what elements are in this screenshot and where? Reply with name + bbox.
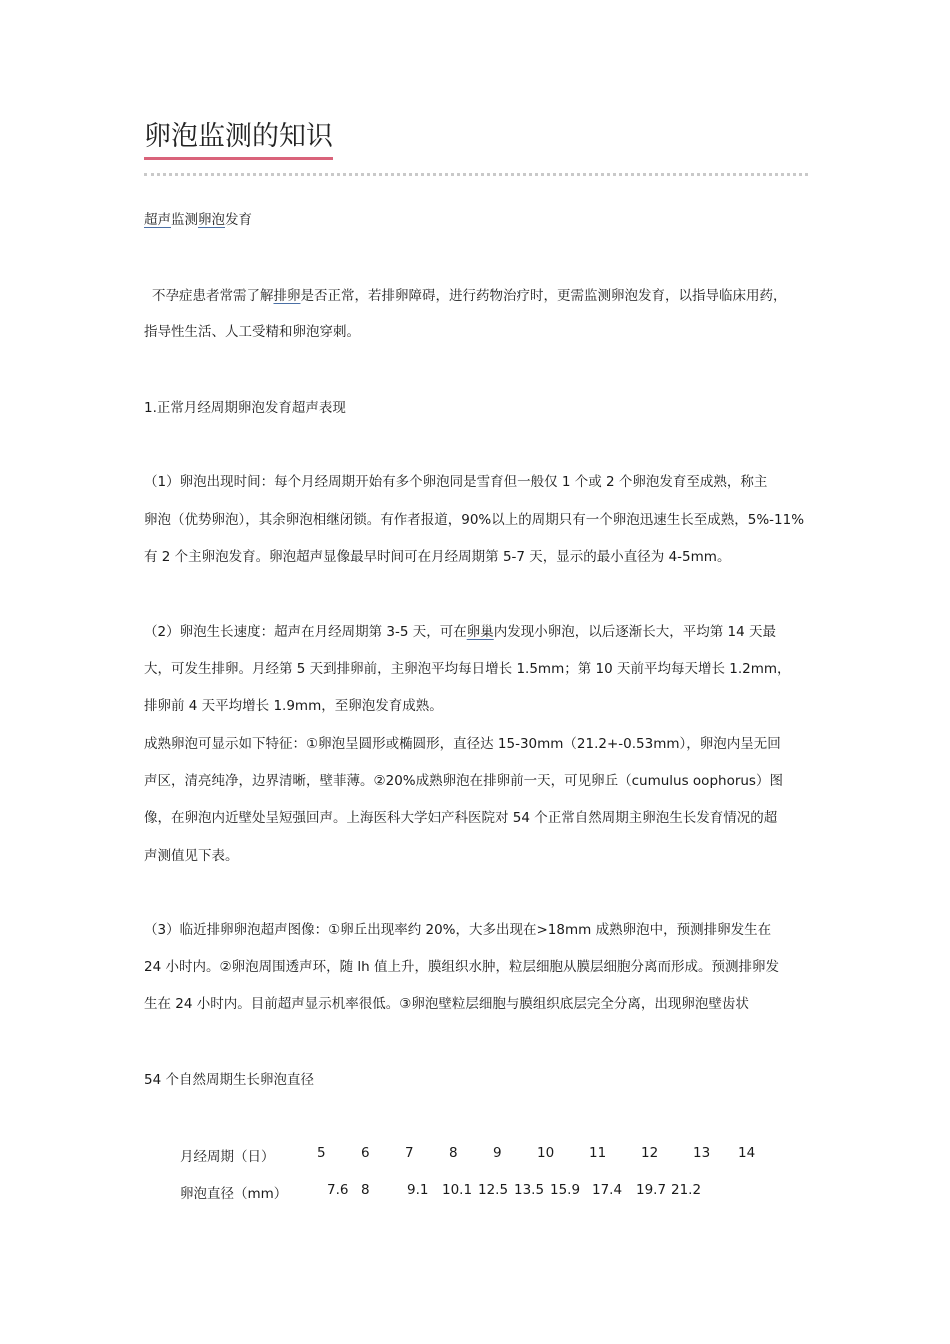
intro-text: 不孕症患者常需了解 (152, 288, 274, 304)
section-subtitle (144, 210, 814, 230)
para2-line-4: 成熟卵泡可显示如下特征：①卵泡呈圆形或椭圆形，直径达 15-30mm（21.2+-0.53mm），卵泡内呈无回 (144, 736, 781, 752)
table-cell: 8 (449, 1145, 458, 1161)
table-cell: 13.5 (514, 1182, 545, 1198)
para3-line-2: 24 小时内。②卵泡周围透声环，随 lh 值上升，膜组织水肿，粒层细胞从膜层细胞分离而形成。预测排卵发 (144, 959, 779, 975)
table-cell: 6 (361, 1145, 370, 1161)
table-caption: 54 个自然周期生长卵泡直径 (144, 1072, 314, 1088)
para3-line-3: 生在 24 小时内。目前超声显示机率很低。③卵泡壁粒层细胞与膜组织底层完全分离，出现卵泡壁齿状 (144, 996, 749, 1012)
intro-line-1 (152, 286, 822, 306)
para1-line-1: （1）卵泡出现时间：每个月经周期开始有多个卵泡同是雪育但一般仅 1 个或 2 个卵泡发育至成熟，称主 (144, 474, 768, 490)
table-cell: 10 (537, 1145, 555, 1161)
table-cell: 8 (361, 1182, 370, 1198)
table-row-follicle-diameter (180, 1182, 800, 1202)
table-cell: 12.5 (478, 1182, 509, 1198)
table-cell: 14 (738, 1145, 756, 1161)
subtitle-link-follicle[interactable]: 卵泡 (198, 212, 225, 228)
para2-line-5: 声区，清亮纯净，边界清晰，壁菲薄。②20%成熟卵泡在排卵前一天，可见卵丘（cumulus oophorus）图 (144, 773, 783, 789)
dotted-divider (144, 173, 808, 176)
table-row-label: 卵泡直径（mm） (180, 1186, 288, 1202)
section1-heading: 1.正常月经周期卵泡发育超声表现 (144, 400, 346, 416)
para2-line-2: 大，可发生排卵。月经第 5 天到排卵前，主卵泡平均每日增长 1.5mm；第 10 天前平均每天增长 1.2mm， (144, 661, 791, 677)
para2-line-3: 排卵前 4 天平均增长 1.9mm，至卵泡发育成熟。 (144, 698, 443, 714)
table-cell: 19.7 (636, 1182, 667, 1198)
table-cell: 5 (317, 1145, 326, 1161)
page-title: 卵泡监测的知识 (144, 114, 333, 160)
intro-link-ovulation[interactable]: 排卵 (273, 288, 301, 304)
intro-text: 是否正常，若排卵障碍，进行药物治疗时，更需监测卵泡发育，以指导临床用药， (300, 288, 787, 304)
table-cell: 21.2 (671, 1182, 702, 1198)
table-cell: 15.9 (550, 1182, 581, 1198)
table-cell: 9 (493, 1145, 502, 1161)
table-row-label: 月经周期（日） (180, 1149, 275, 1165)
table-cell: 17.4 (592, 1182, 623, 1198)
para2-line-6: 像，在卵泡内近壁处呈短强回声。上海医科大学妇产科医院对 54 个正常自然周期主卵泡生长发育情况的超 (144, 810, 778, 826)
para2-text: （2）卵泡生长速度：超声在月经周期第 3-5 天，可在 (144, 624, 467, 640)
para2-link-ovary[interactable]: 卵巢 (466, 624, 494, 640)
table-cell: 10.1 (442, 1182, 473, 1198)
subtitle-text-development: 发育 (225, 212, 252, 228)
table-cell: 7 (405, 1145, 414, 1161)
subtitle-link-ultrasound[interactable]: 超声 (144, 212, 171, 228)
para1-line-2: 卵泡（优势卵泡），其余卵泡相继闭锁。有作者报道，90%以上的周期只有一个卵泡迅速生长至成熟，5%-11% (144, 512, 805, 528)
table-cell: 12 (641, 1145, 659, 1161)
table-cell: 9.1 (407, 1182, 429, 1198)
table-cell: 7.6 (327, 1182, 349, 1198)
para1-line-3: 有 2 个主卵泡发育。卵泡超声显像最早时间可在月经周期第 5-7 天，显示的最小直径为 4-5mm。 (144, 549, 731, 565)
para2-text: 内发现小卵泡，以后逐渐长大，平均第 14 天最 (493, 624, 776, 640)
table-cell: 11 (589, 1145, 607, 1161)
para3-line-1: （3）临近排卵卵泡超声图像：①卵丘出现率约 20%，大多出现在>18mm 成熟卵泡中，预测排卵发生在 (144, 922, 772, 938)
para2-line-1 (144, 622, 814, 642)
subtitle-text-monitor: 监测 (171, 212, 198, 228)
table-cell: 13 (693, 1145, 711, 1161)
intro-line-2: 指导性生活、人工受精和卵泡穿刺。 (144, 324, 360, 340)
para2-line-7: 声测值见下表。 (144, 848, 239, 864)
table-row-cycle-day (180, 1145, 800, 1165)
